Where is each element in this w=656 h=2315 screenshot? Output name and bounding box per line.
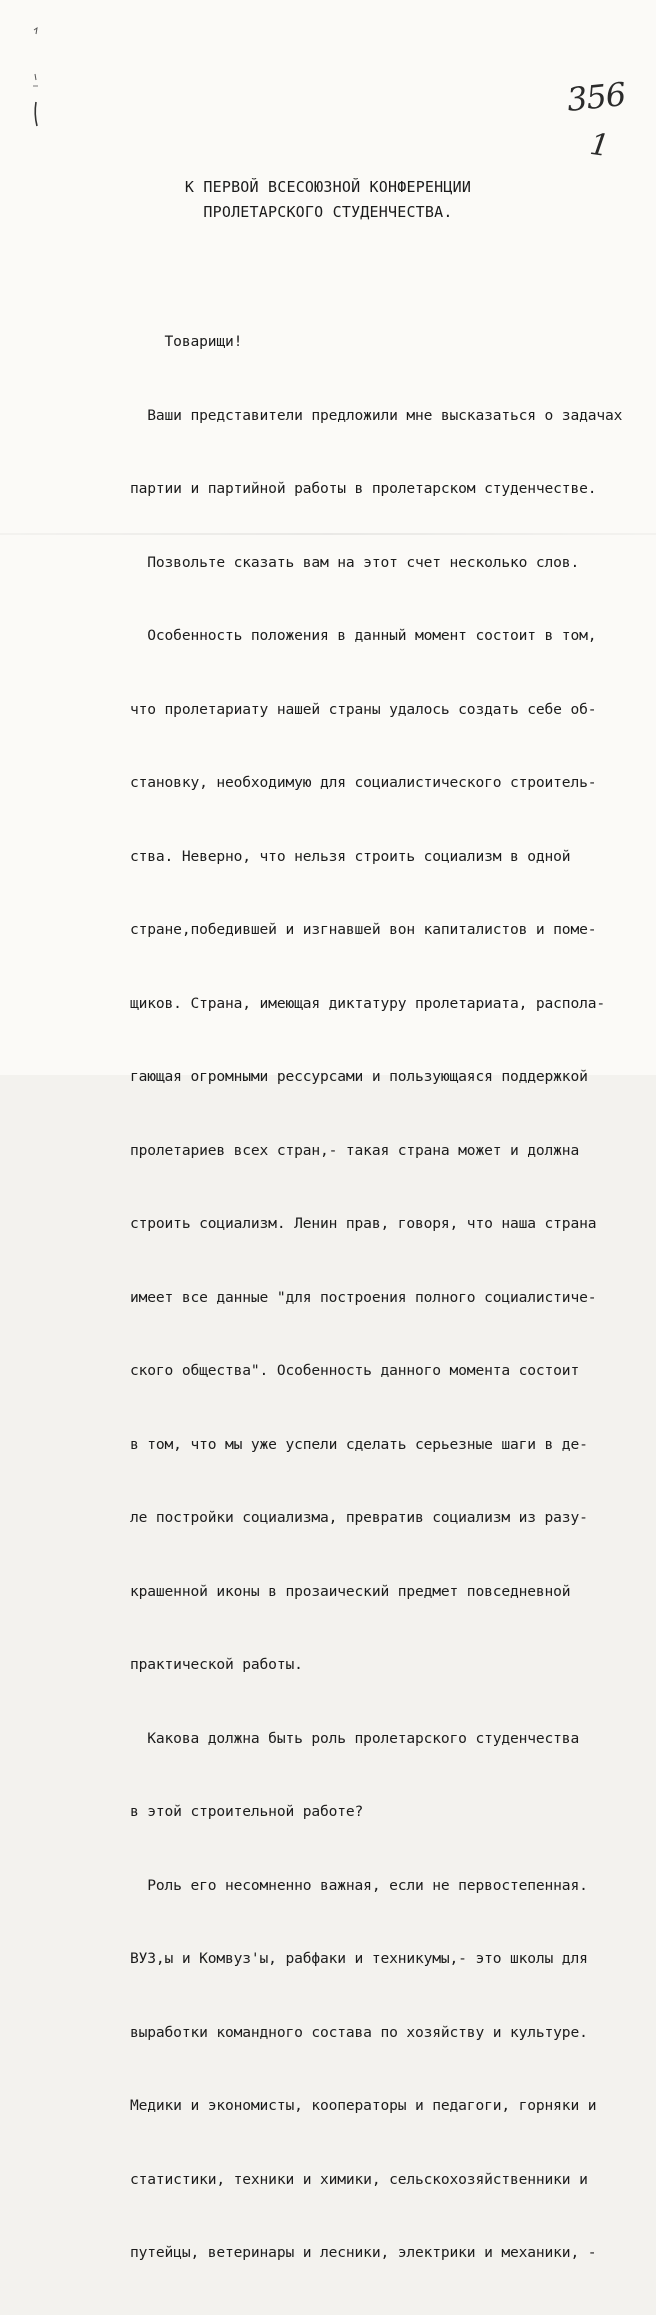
body-line: ства. Неверно, что нельзя строить социализм в одной bbox=[130, 847, 571, 865]
body-line: имеет все данные "для построения полного социалистиче- bbox=[130, 1288, 597, 1306]
body-line: Роль его несомненно важная, если не первостепенная. bbox=[130, 1876, 588, 1894]
body-line: становку, необходимую для социалистического строитель- bbox=[130, 774, 597, 791]
document-title-line-1: К ПЕРВОЙ ВСЕСОЮЗНОЙ КОНФЕРЕНЦИИ bbox=[184, 178, 472, 196]
body-line: Особенность положения в данный момент состоит в том, bbox=[130, 627, 597, 644]
document-body bbox=[130, 281, 630, 2315]
body-line: в этой строительной работе? bbox=[130, 1803, 364, 1820]
archive-number: 356 bbox=[565, 75, 627, 119]
body-line: Товарищи! bbox=[130, 333, 243, 350]
body-line: ле постройки социализма, превратив социализм из разу- bbox=[130, 1509, 588, 1526]
body-line: путейцы, ветеринары и лесники, электрики и механики, - bbox=[130, 2244, 597, 2261]
body-line: пролетариев всех стран,- такая страна может и должна bbox=[130, 1141, 580, 1159]
body-line: Ваши представители предложили мне высказаться о задачах bbox=[130, 406, 623, 424]
body-line: Позвольте сказать вам на этот счет несколько слов. bbox=[130, 553, 580, 571]
body-line: стране,победившей и изгнавшей вон капиталистов и поме- bbox=[130, 921, 597, 938]
body-line: статистики, техники и химики, сельскохозяйственники и bbox=[130, 2170, 588, 2188]
body-line: Какова должна быть роль пролетарского студенчества bbox=[130, 1729, 580, 1747]
body-line: строить социализм. Ленин прав, говоря, что наша страна bbox=[130, 1215, 597, 1232]
body-line: что пролетариату нашей страны удалось создать себе об- bbox=[130, 700, 597, 718]
body-line: крашенной иконы в прозаический предмет повседневной bbox=[130, 1582, 571, 1600]
margin-marks bbox=[30, 22, 44, 132]
body-line: Медики и экономисты, кооператоры и педагоги, горняки и bbox=[130, 2097, 597, 2114]
document-title-line-2: ПРОЛЕТАРСКОГО СТУДЕНЧЕСТВА. bbox=[203, 203, 453, 221]
body-line: практической работы. bbox=[130, 1656, 303, 1673]
body-line: гающая огромными рессурсами и пользующаяся поддержкой bbox=[130, 1068, 588, 1085]
body-line: выработки командного состава по хозяйству и культуре. bbox=[130, 2023, 588, 2041]
body-line: в том, что мы уже успели сделать серьезные шаги в де- bbox=[130, 1435, 588, 1453]
page-number: 1 bbox=[587, 126, 612, 165]
body-line: ского общества". Особенность данного момента состоит bbox=[130, 1362, 580, 1379]
body-line: ВУЗ,ы и Комвуз'ы, рабфаки и техникумы,- это школы для bbox=[130, 1950, 588, 1967]
body-line: партии и партийной работы в пролетарском студенчестве. bbox=[130, 480, 597, 497]
body-line: щиков. Страна, имеющая диктатуру пролетариата, распола- bbox=[130, 994, 605, 1012]
